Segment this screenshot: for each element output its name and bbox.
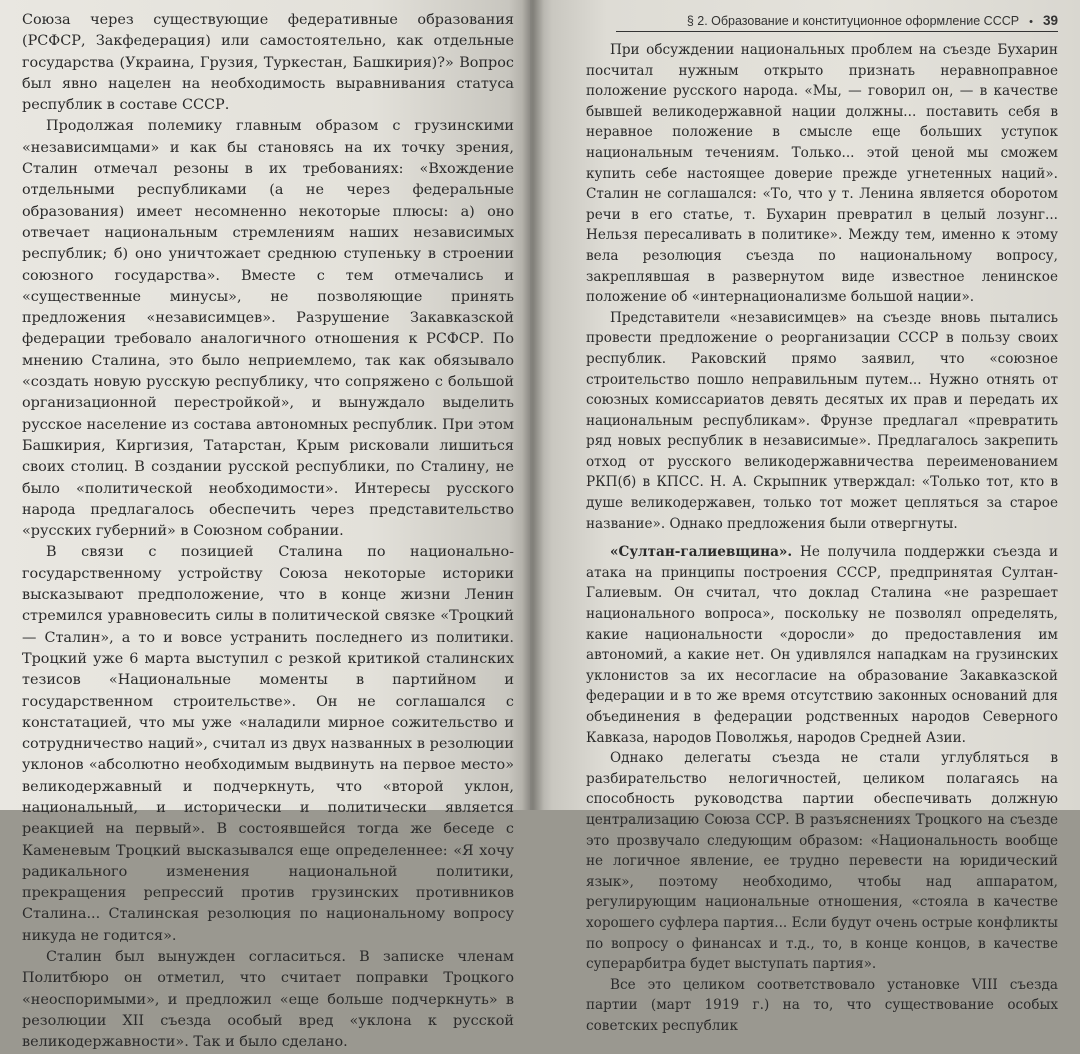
left-paragraph-1: Союза через существующие федеративные образования (РСФСР, Закфедерация) или самостоятельно, как отдельные государства (Украина, Грузия, Туркестан, Башкирия)?» Вопрос был явно нацелен на необходимость выравнивания статуса республик в составе СССР. [22, 12, 514, 114]
right-paragraph-1: При обсуждении национальных проблем на съезде Бухарин посчитал нужным открыто признать неравноправное положение русского народа. «Мы, — говорил он, — в качестве бывшей великодержавной нации должны... поставить себя в неравное положение в смысле еще больших уступок национальным течениям. Только... этой ценой мы сможем купить себе настоящее доверие прежде угнетенных наций». Сталин не соглашался: «То, что у т. Ленина является оборотом речи в его статье, т. Бухарин превратил в целый лозунг... Нельзя пересаливать в политике». Между тем, именно к этому вела резолюция съезда по национальному вопросу, закреплявшая в развернутом виде известное ленинское положение об «интернационализме большой нации». [586, 42, 1058, 306]
book-gutter-shadow [522, 0, 544, 810]
running-head-separator: • [1029, 16, 1033, 28]
running-head-section: § 2. Образование и конституционное оформление СССР [686, 14, 1020, 28]
right-paragraph-2: Представители «независимцев» на съезде вновь пытались провести предложение о реорганизации СССР в пользу своих республик. Раковский прямо заявил, что «союзное строительство пошло неправильным путем... Нужно отнять от союзных комиссариатов девять десятых их прав и передать их национальным республикам». Фрунзе предлагал «превратить ряд новых республик в независимые». Предлагалось закрепить отход от русского великодержавничества переименованием РКП(б) в КПСС. Н. А. Скрыпник утверждал: «Только тот, кто в душе великодержавен, только тот может цепляться за старое название». Однако предложения были отвергнуты. [586, 309, 1058, 532]
left-page [0, 0, 530, 1051]
page-number: 39 [1042, 13, 1058, 28]
right-paragraph-4: Однако делегаты съезда не стали углубляться в разбирательство нелогичностей, целиком полагаясь на способность руководства партии обеспечивать должную централизацию Союза ССР. В разъяснениях Троцкого на съезде это прозвучало следующим образом: «Национальность вообще не логичное явление, ее трудно перевести на юридический язык», поэтому необходимо, чтобы над аппаратом, регулирующим национальные отношения, «стояла в качестве хорошего суфлера партия... Если будут очень острые конфликты по вопросу о финансах и т.д., то, в конце концов, в качестве суперарбитра будет выступать партия». [586, 750, 1058, 973]
right-paragraph-3-body: Не получила поддержки съезда и атака на принципы построения СССР, предпринятая Султан-Галиевым. Он считал, что доклад Сталина «не разрешает национального вопроса», поскольку не позволял определять, какие национальности «доросли» до предоставления им автономий, а какие нет. Он удивлялся нападкам на грузинских уклонистов за их несогласие на образование Закавказской федерации и в то же время отсутствию законных оснований для объединения в федерации родственных народов Северного Кавказа, народов Поволжья, народов Средней Азии. [586, 544, 1058, 746]
right-paragraph-3 [586, 542, 1058, 748]
right-paragraph-5: Все это целиком соответствовало установке VIII съезда партии (март 1919 г.) на то, что существование особых советских республик [586, 976, 1058, 1034]
running-head [616, 0, 1058, 32]
subsection-lead: «Султан-галиевщина». [610, 544, 793, 561]
left-paragraph-3: В связи с позицией Сталина по национально-государственному устройству Союза некоторые историки высказывают предположение, что в конце жизни Ленин стремился уравновесить силы в политической связке «Троцкий — Сталин», а то и вовсе устранить последнего из политики. Троцкий уже 6 марта выступил с резкой критикой сталинских тезисов «Национальные моменты в партийном и государственном строительстве». Он не соглашался с констатацией, что мы уже «наладили мирное сожительство и сотрудничество наций», считал из двух названных в резолюции уклонов «абсолютно необходимым выдвинуть на первое место» великодержавный и подчеркнуть, что «второй уклон, национальный, и исторически и политически является реакцией на первый». В состоявшейся тогда же беседе с Каменевым Троцкий высказывался еще определеннее: «Я хочу радикального изменения национальной политики, прекращения репрессий против грузинских противников Сталина... Сталинская резолюция по национальному вопросу никуда не годится». [22, 544, 514, 944]
paragraph-gap [586, 534, 1058, 542]
right-page [530, 0, 1080, 1034]
left-paragraph-2: Продолжая полемику главным образом с грузинскими «независимцами» и как бы становясь на их точку зрения, Сталин отмечал резоны в их требованиях: «Вхождение отдельными республиками (а не через федеральные образования) имеет несомненно некоторые плюсы: а) оно отвечает национальным стремлениям наших независимых республик; б) оно уничтожает среднюю ступеньку в строении союзного государства». Вместе с тем отмечались и «существенные минусы», не позволяющие принять предложения «независимцев». Разрушение Закавказской федерации требовало аналогичного отношения к РСФСР. По мнению Сталина, это было неприемлемо, так как обязывало «создать новую русскую республику, что сопряжено с большой организационной перестройкой», и вынуждало выделить русское население из состава автономных республик. При этом Башкирия, Киргизия, Татарстан, Крым рисковали лишиться своих столиц. В создании русской республики, по Сталину, не было «политической необходимости». Интересы русского народа предлагалось обеспечить через представительство «русских губерний» в Союзном собрании. [22, 118, 514, 540]
left-paragraph-4: Сталин был вынужден согласиться. В записке членам Политбюро он отметил, что считает поправки Троцкого «неоспоримыми», и предложил «еще больше подчеркнуть» в резолюции XII съезда особый вред «уклона к русской великодержавности». Так и было сделано. [22, 949, 514, 1051]
